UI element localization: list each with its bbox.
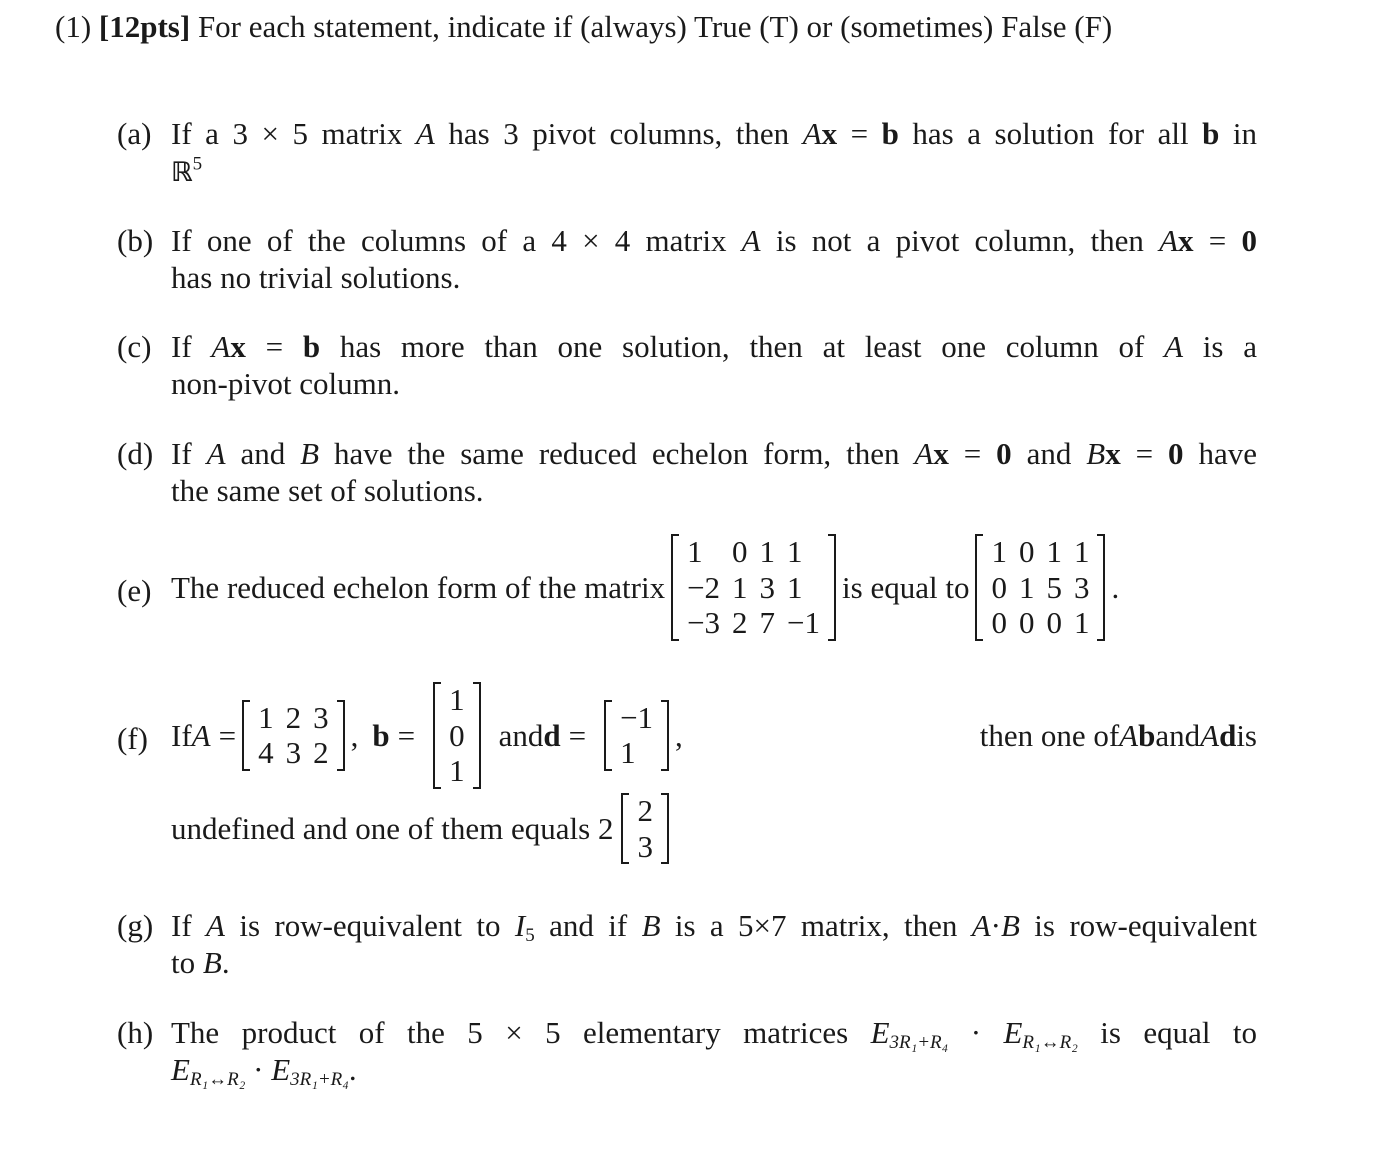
matrix-e-input — [671, 534, 836, 641]
matrix-entry: 0 — [1018, 605, 1035, 641]
matrix-entry: 3 — [285, 735, 302, 771]
statement-f-line2: undefined and one of them equals 2 2 3 — [171, 793, 1257, 864]
points-label: [12pts] — [98, 9, 191, 44]
matrix-entry: 1 — [759, 534, 776, 569]
statement-a-line2: ℝ$^5$ — [171, 153, 203, 189]
matrix-entry: 1 — [1073, 534, 1090, 569]
statement-b — [117, 222, 1257, 296]
statement-c-label: (c) — [117, 329, 152, 364]
matrix-entry: 1 — [449, 753, 465, 789]
matrix-f-A — [242, 700, 345, 771]
statement-h-label: (h) — [117, 1015, 154, 1050]
statement-h-line1: The product of the 5 × 5 elementary matrices $E_{3R_1+R_4} \cdot E_{R_1\leftrightarrow R_2}$ is equal to — [171, 1015, 1257, 1053]
statement-c — [117, 328, 1257, 402]
problem-header — [55, 8, 1112, 45]
matrix-entry: 2 — [285, 699, 302, 735]
matrix-entry: 1 — [1046, 534, 1062, 569]
statement-g — [117, 907, 1257, 981]
matrix-entry: 1 — [1073, 605, 1090, 641]
matrix-entry: 2 — [637, 792, 653, 828]
statement-g-line2: to B. — [171, 945, 230, 981]
matrix-entry: 0 — [732, 534, 748, 569]
statement-f-line1: If A = 1 2 3 4 3 2 , b = 1 0 1 and d = −1 1 , then one of A b and A d is — [171, 682, 1257, 789]
statement-g-label: (g) — [117, 908, 154, 943]
matrix-entry: 0 — [1018, 534, 1035, 569]
problem-number: (1) — [55, 9, 99, 44]
matrix-entry: 1 — [687, 534, 703, 569]
matrix-entry: 1 — [732, 569, 748, 605]
matrix-entry: 1 — [449, 682, 465, 717]
matrix-entry: −1 — [620, 699, 654, 735]
statement-a-line1: If a 3 × 5 matrix A has 3 pivot columns, then Ax = b has a solution for all b in — [171, 116, 1257, 151]
matrix-entry: 2 — [732, 605, 748, 641]
statement-d — [117, 435, 1257, 509]
vector-f-b — [433, 682, 481, 789]
matrix-entry: 3 — [313, 699, 329, 735]
matrix-entry: −1 — [787, 605, 821, 641]
statement-e — [117, 534, 1257, 641]
matrix-entry: 1 — [258, 699, 274, 735]
matrix-entry: 1 — [787, 534, 803, 569]
statement-d-line1: If A and B have the same reduced echelon form, then Ax = 0 and Bx = 0 have — [171, 436, 1257, 471]
matrix-entry: 1 — [787, 569, 803, 605]
matrix-entry: −2 — [687, 569, 721, 605]
statement-d-label: (d) — [117, 436, 154, 471]
statement-h — [117, 1014, 1257, 1091]
matrix-entry: 3 — [1073, 569, 1090, 605]
matrix-entry: 4 — [258, 735, 274, 771]
statement-b-label: (b) — [117, 223, 154, 258]
statement-c-line2: non-pivot column. — [171, 366, 401, 402]
matrix-entry: 0 — [449, 717, 465, 753]
statement-a — [117, 115, 1257, 190]
matrix-entry: 1 — [1018, 569, 1035, 605]
statement-e-label: (e) — [117, 573, 152, 608]
matrix-entry: 0 — [991, 605, 1007, 641]
matrix-e-result — [975, 534, 1105, 641]
statement-a-label: (a) — [117, 116, 152, 151]
matrix-entry: 3 — [637, 828, 653, 864]
vector-f-d — [604, 700, 669, 771]
vector-f-result — [621, 793, 669, 864]
statement-h-line2: $E_{R_1\leftrightarrow R_2} \cdot E_{3R_1+R_4}$. — [171, 1052, 357, 1091]
statement-b-line1: If one of the columns of a 4 × 4 matrix A is not a pivot column, then Ax = 0 — [171, 223, 1257, 258]
matrix-entry: 5 — [1046, 569, 1062, 605]
statement-b-line2: has no trivial solutions. — [171, 260, 461, 296]
matrix-entry: 1 — [991, 534, 1007, 569]
matrix-entry: 1 — [620, 735, 636, 771]
statement-d-line2: the same set of solutions. — [171, 473, 484, 509]
statement-c-line1: If Ax = b has more than one solution, then at least one column of A is a — [171, 329, 1257, 364]
instruction-text: For each statement, indicate if (always) True (T) or (sometimes) False (F) — [190, 9, 1113, 44]
matrix-entry: −3 — [687, 605, 721, 641]
matrix-entry: 3 — [759, 569, 776, 605]
statement-e-line1: The reduced echelon form of the matrix 1 0 1 1 −2 1 3 1 −3 2 7 −1 is equal to 1 0 1 1 0 1 5 3 0 0 0 1 . — [171, 534, 1120, 641]
matrix-entry: 2 — [313, 735, 329, 771]
statement-g-line1: If A is row-equivalent to $I_5$ and if B is a 5×7 matrix, then A·B is row-equivalent — [171, 908, 1257, 946]
statement-f — [117, 682, 1257, 864]
matrix-entry: 0 — [991, 569, 1007, 605]
matrix-entry: 0 — [1046, 605, 1062, 641]
statement-f-label: (f) — [117, 721, 148, 756]
matrix-entry: 7 — [759, 605, 776, 641]
